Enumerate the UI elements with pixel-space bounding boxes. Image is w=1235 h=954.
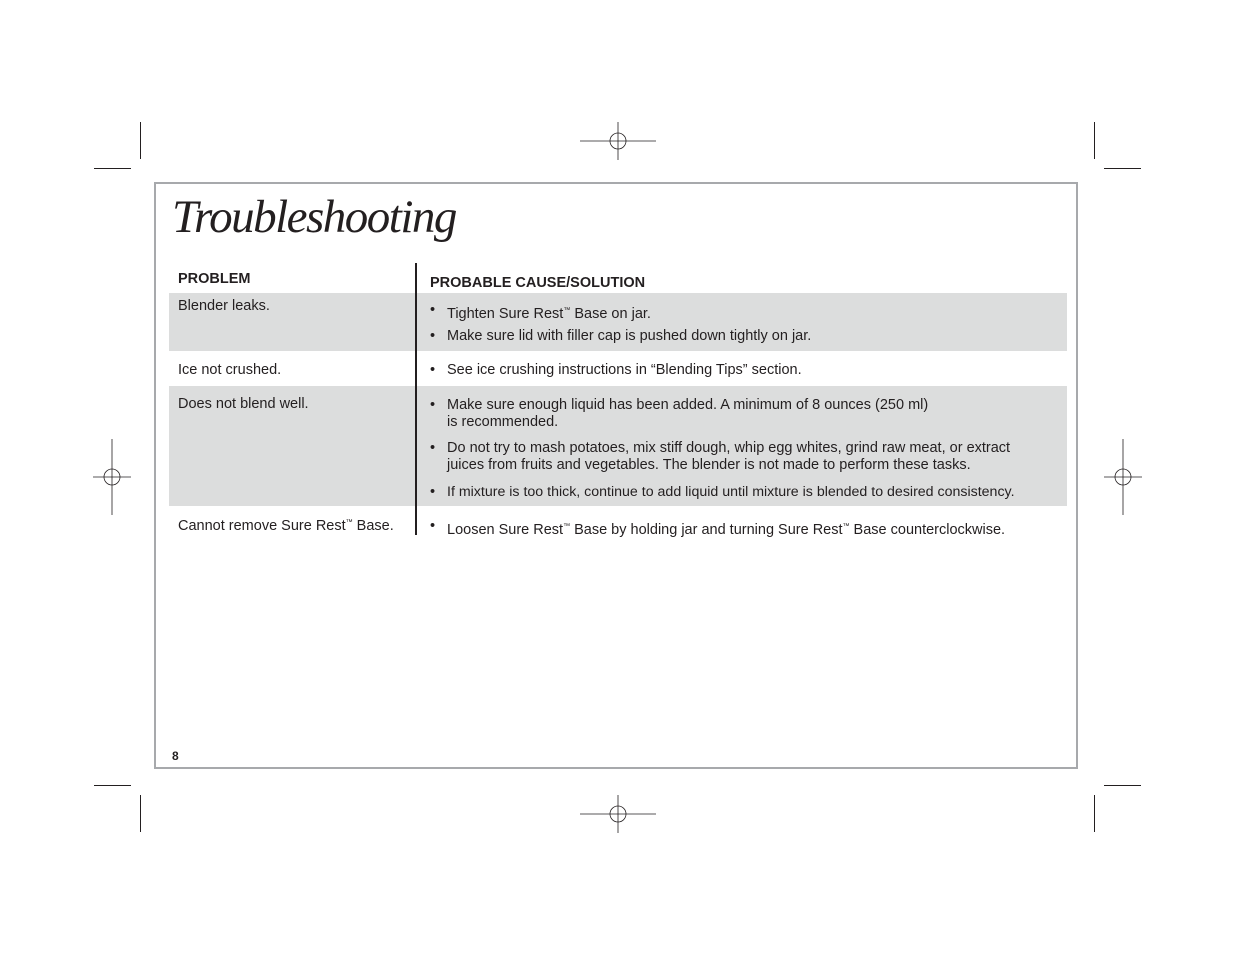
problem-cell: Cannot remove Sure Rest™ Base. <box>178 518 394 534</box>
crop-mark <box>94 785 131 786</box>
crop-mark <box>1094 795 1095 832</box>
page-title: Troubleshooting <box>172 191 456 243</box>
bullet-icon: • <box>430 440 436 456</box>
crop-mark <box>140 122 141 159</box>
crop-mark <box>1104 785 1141 786</box>
solution-header: PROBABLE CAUSE/SOLUTION <box>430 275 646 291</box>
problem-cell: Does not blend well. <box>178 396 309 412</box>
crop-mark <box>94 168 131 169</box>
bullet-icon: • <box>430 302 436 318</box>
solution-item <box>430 484 1055 501</box>
solution-text: See ice crushing instructions in “Blending Tips” section. <box>447 362 802 378</box>
trademark-symbol: ™ <box>563 307 571 314</box>
solution-text: If mixture is too thick, continue to add liquid until mixture is blended to desired consistency. <box>447 484 1015 500</box>
crop-mark <box>140 795 141 832</box>
trademark-symbol: ™ <box>563 523 571 530</box>
solution-item <box>430 328 1055 345</box>
solution-item <box>430 397 1055 431</box>
trademark-symbol: ™ <box>842 523 850 530</box>
bullet-icon: • <box>430 397 436 413</box>
bullet-icon: • <box>430 328 436 344</box>
registration-mark-icon <box>580 795 656 833</box>
solution-item <box>430 440 1055 474</box>
solution-text: Make sure lid with filler cap is pushed down tightly on jar. <box>447 328 812 344</box>
solution-text: Loosen Sure Rest™ Base by holding jar and turning Sure Rest™ Base counterclockwise. <box>447 522 1006 538</box>
registration-mark-icon <box>93 439 131 515</box>
solution-text: Do not try to mash potatoes, mix stiff dough, whip egg whites, grind raw meat, or extract <box>447 440 1011 456</box>
registration-mark-icon <box>1104 439 1142 515</box>
crop-mark <box>1094 122 1095 159</box>
column-divider <box>415 263 417 535</box>
solution-item <box>430 362 1055 379</box>
solution-text: juices from fruits and vegetables. The blender is not made to perform these tasks. <box>447 457 971 473</box>
bullet-icon: • <box>430 518 436 534</box>
trademark-symbol: ™ <box>345 519 353 526</box>
solution-item <box>430 302 1055 323</box>
solution-item <box>430 518 1055 539</box>
bullet-icon: • <box>430 484 436 500</box>
solution-text: Make sure enough liquid has been added. A minimum of 8 ounces (250 ml) <box>447 397 929 413</box>
problem-cell: Blender leaks. <box>178 298 270 314</box>
solution-text: is recommended. <box>447 414 559 430</box>
problem-header: PROBLEM <box>178 271 251 287</box>
solution-text: Tighten Sure Rest™ Base on jar. <box>447 306 651 322</box>
bullet-icon: • <box>430 362 436 378</box>
problem-cell: Ice not crushed. <box>178 362 282 378</box>
page-number: 8 <box>172 749 179 763</box>
crop-mark <box>1104 168 1141 169</box>
registration-mark-icon <box>580 122 656 160</box>
